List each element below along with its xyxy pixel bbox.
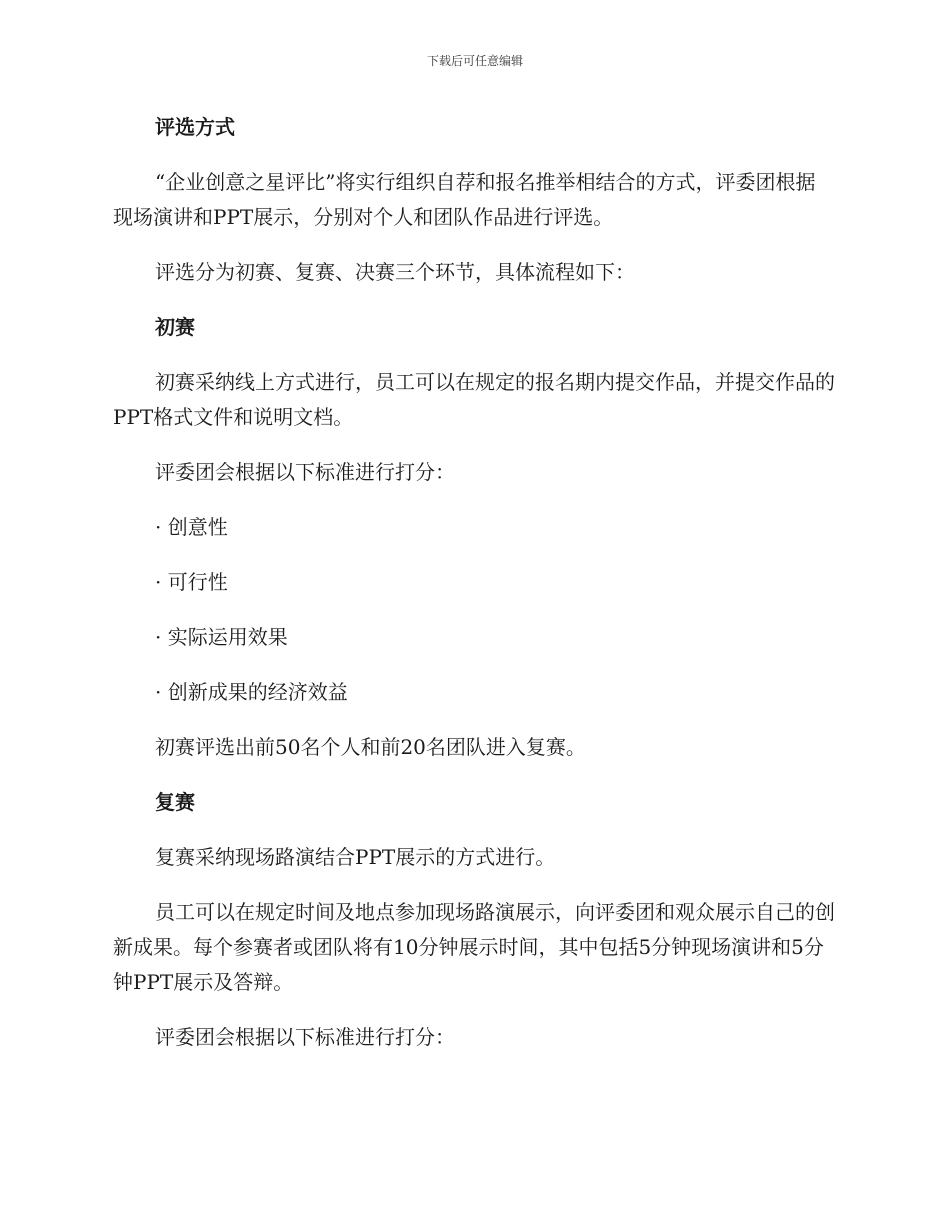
paragraph-scoring-criteria: 评委团会根据以下标准进行打分： [155, 460, 455, 484]
paragraph-intro: “企业创意之星评比”将实行组织自荐和报名推举相结合的方式，评委团根据现场演讲和PPT展示，分别对个人和团队作品进行评选。 [113, 170, 816, 229]
criteria-list-item: · 实际运用效果 [155, 625, 288, 649]
paragraph-scoring-criteria: 评委团会根据以下标准进行打分： [155, 1025, 455, 1049]
criteria-list-item: · 创新成果的经济效益 [155, 680, 348, 704]
paragraph-advance: 初赛评选出前50名个人和前20名团队进入复赛。 [155, 735, 586, 759]
paragraph-roadshow: 员工可以在规定时间及地点参加现场路演展示，向评委团和观众展示自己的创新成果。每个参赛者或团队将有10分钟展示时间，其中包括5分钟现场演讲和5分钟PPT展示及答辩。 [113, 900, 835, 994]
paragraph-preliminary: 初赛采纳线上方式进行，员工可以在规定的报名期内提交作品，并提交作品的PPT格式文件和说明文档。 [113, 370, 835, 429]
criteria-list-item: · 可行性 [155, 570, 228, 594]
criteria-list-item: · 创意性 [155, 515, 228, 539]
heading-selection-method: 评选方式 [155, 115, 235, 139]
paragraph-stages: 评选分为初赛、复赛、决赛三个环节，具体流程如下： [155, 260, 635, 284]
heading-semifinal: 复赛 [155, 790, 195, 814]
paragraph-semifinal: 复赛采纳现场路演结合PPT展示的方式进行。 [155, 845, 556, 869]
document-body [113, 110, 835, 1075]
heading-preliminary: 初赛 [155, 315, 195, 339]
page-header: 下载后可任意编辑 [426, 54, 523, 68]
